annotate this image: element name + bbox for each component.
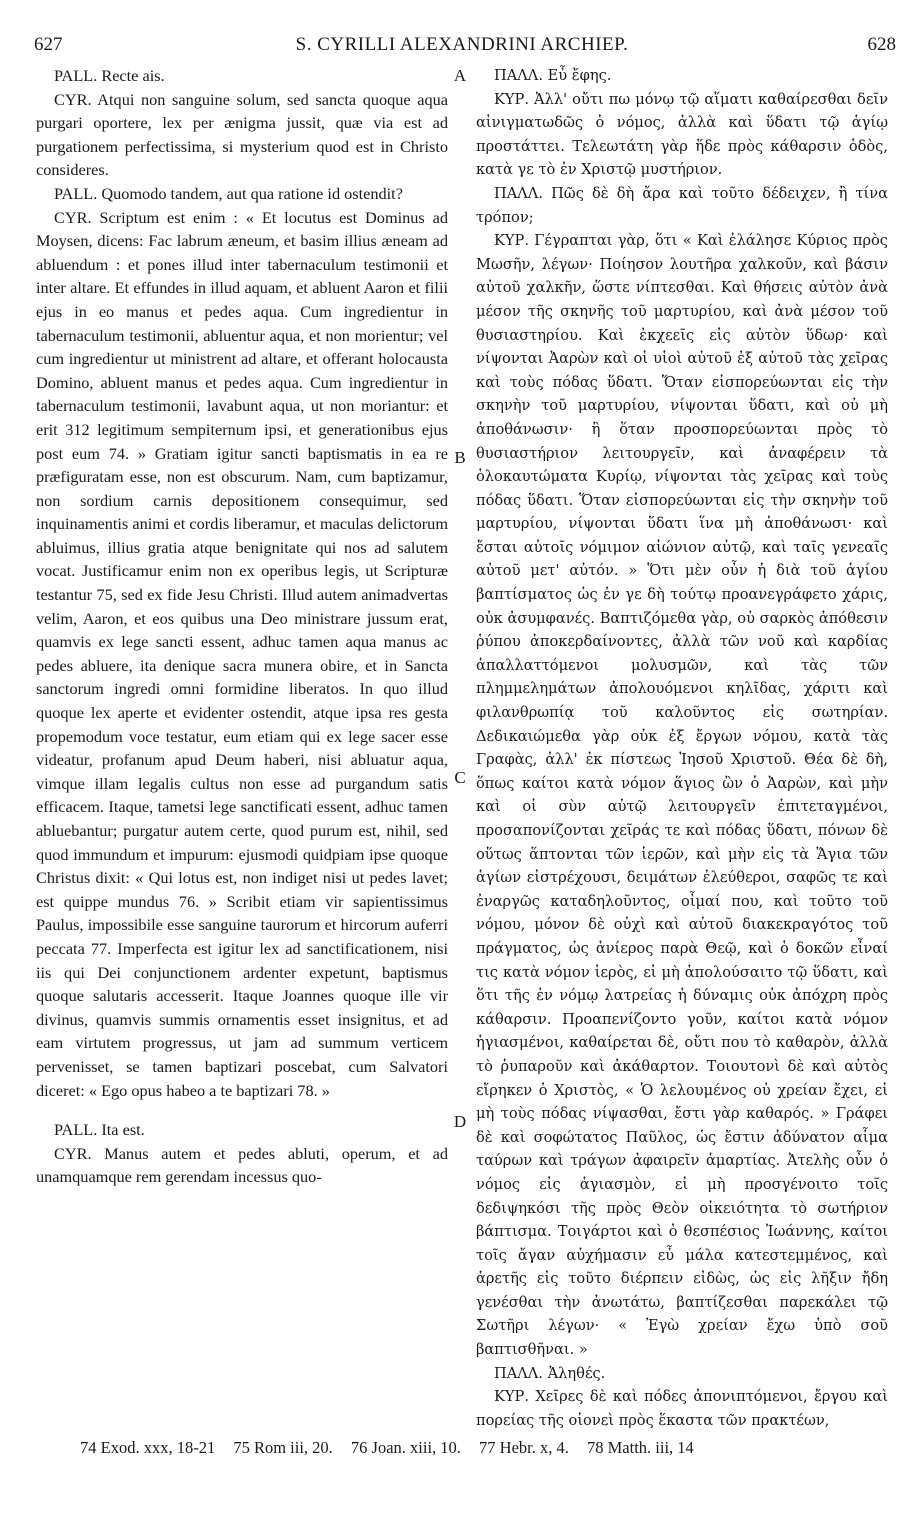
greek-column [476, 64, 888, 1432]
latin-paragraph: PALL. Recte ais. [54, 66, 165, 85]
footnote: 75 Rom iii, 20. [233, 1438, 333, 1457]
latin-paragraph: CYR. Manus autem et pedes abluti, operum, et ad unamquamque rem gerendam incessus quo- [36, 1143, 448, 1187]
greek-paragraph: ΚΥΡ. Χεῖρες δὲ καὶ πόδες ἀπονιπτόμενοι, ἔργου καὶ πορείας τῆς οἱονεὶ πρὸς ἕκαστα τῶν πρακτέων, [476, 1388, 888, 1429]
greek-paragraph: ΚΥΡ. Ἀλλ' οὔτι πω μόνῳ τῷ αἵματι καθαίρεσθαι δεῖν αἰνιγματωδῶς ὁ νόμος, ἀλλὰ καὶ ὕδατι τῷ ἁγίῳ προστάττει. Τελεωτάτη γὰρ ἥδε πρὸς κάθαρσιν ὁδὸς, κατὰ γε τὸ ἐν Χριστῷ μυστήριον. [476, 90, 888, 179]
paragraph-gap [36, 1102, 448, 1118]
footnote: 77 Hebr. x, 4. [479, 1438, 569, 1457]
margin-letter-c: C [454, 768, 466, 787]
greek-paragraph: ΠΑΛΛ. Εὖ ἔφης. [494, 67, 612, 84]
running-title: S. CYRILLI ALEXANDRINI ARCHIEP. [295, 34, 629, 55]
running-header [28, 34, 896, 58]
footnote: 78 Matth. iii, 14 [587, 1438, 694, 1457]
margin-letter-d: D [453, 1112, 467, 1131]
latin-paragraph: CYR. Atqui non sanguine solum, sed sancta quoque aqua purgari oportere, lex per ænigma jussit, quæ via est ad purgationem perfectissima, si mysterium quod est in Christo consideres. [36, 89, 448, 180]
footnote: 74 Exod. xxx, 18-21 [80, 1438, 216, 1457]
footnotes [80, 1438, 900, 1458]
greek-paragraph: ΠΑΛΛ. Πῶς δὲ δὴ ἄρα καὶ τοῦτο δέδειχεν, ἢ τίνα τρόπον; [476, 184, 888, 226]
footnote: 76 Joan. xiii, 10. [350, 1438, 461, 1457]
page-number-left: 627 [34, 34, 63, 55]
latin-paragraph: PALL. Quomodo tandem, aut qua ratione id ostendit? [54, 183, 403, 203]
margin-letter-b: B [454, 448, 466, 467]
latin-column [36, 64, 448, 1189]
margin-letter-a: A [453, 66, 467, 85]
latin-paragraph: CYR. Scriptum est enim : « Et locutus est Dominus ad Moysen, dicens: Fac labrum æneum, et basim illius æneam ad abluendum : et pones illud inter tabernaculum testimonii et inter altare. Et effundes in illud aquam, et abluent Aaron et filii ejus in eo manus et pedes aqua. Cum ingredientur in tabernaculum testimonii, abluentur aqua, et non morientur; vel cum ingredientur ut ministrent ad altare, et offerant holocausta Domino, abluent manus et pedes aqua. Cum ingredientur in tabernaculum testimonii, lavabunt aqua, ut non moriantur: et erit 312 legitimum sempiternum ipsi, et generationibus ejus post eum 74. » Gratiam igitur sancti baptismatis in ea re præfiguratam esse, non est obscurum. Nam, cum baptizamur, non sordium carnis depositionem consequimur, sed inquinamentis animi et cordis liberamur, et maculas delictorum abluimus, illius gratia atque benignitate qui nos ad salutem vocat. Justificamur enim non ex operibus legis, ut Scripturæ testantur 75, sed ex fide Jesu Christi. Illud autem animadvertas velim, Aaron, et eos quibus una Deo ministrare jussum erat, quamvis ex lege sancti essent, adhuc tamen aqua manus ac pedes abluere, ita denique sacra munera obire, et in Sancta sanctorum ingredi omni formidine liberatos. In quo illud quoque lex aperte et evidenter ostendit, atque ipsa res gesta propemodum voce testatur, eum etiam qui ex lege sacer esse videatur, profanum apud Deum haberi, nisi abluatur aqua, vimque illam legalis cultus non esse ad purgandum satis efficacem. Itaque, tametsi lege sanctificati essent, adhuc tamen abluebantur; purgatur autem certe, quod purum est, nihil, sed quod immundum et impurum: ejusmodi quidpiam ipse quoque Christus dixit: « Qui lotus est, non indiget nisi ut pedes lavet; est quippe mundus 76. » Scribit etiam vir sapientissimus Paulus, impossibile esse sanguine taurorum et hircorum auferri peccata 77. Imperfecta est igitur lex ad sanctificationem, nisi iis qui Dei conjunctionem ardenter expetunt, baptismus quoque salutaris accesserit. Itaque Joannes quoque ille vir divinus, quamvis summis ornamentis esset insignitus, et ad eam virtutem progressus, ut jam ad summum verticem pervenisset, se tamen baptizari poscebat, cum Salvatori diceret: « Ego opus habeo a te baptizari 78. » [36, 207, 448, 1100]
latin-paragraph: PALL. Ita est. [54, 1120, 145, 1140]
greek-paragraph: ΚΥΡ. Γέγραπται γὰρ, ὅτι « Καὶ ἐλάλησε Κύριος πρὸς Μωσῆν, λέγων· Ποίησον λουτῆρα χαλκοῦν, καὶ βάσιν αὐτοῦ χαλκῆν, ὥστε νίπτεσθαι. Καὶ θήσεις αὐτὸν ἀνὰ μέσον τῆς σκηνῆς τοῦ μαρτυρίου, καὶ ἀνὰ μέσον τοῦ θυσιαστηρίου. Καὶ ἐκχεεῖς εἰς αὐτὸν ὕδωρ· καὶ νίψονται Ἀαρὼν καὶ οἱ υἱοὶ αὐτοῦ ἐξ αὐτοῦ τὰς χεῖρας καὶ τοὺς πόδας ὕδατι. Ὅταν εἰσπορεύωνται εἰς τὴν σκηνὴν τοῦ μαρτυρίου, νίψονται ὕδατι, καὶ οὐ μὴ ἀποθάνωσιν· ἢ ὅταν προσπορεύωνται πρὸς τὸ θυσιαστήριον λειτουργεῖν, καὶ ἀναφέρειν τὰ ὁλοκαυτώματα Κυρίῳ, νίψονται τὰς χεῖρας καὶ τοὺς πόδας ὕδατι. Ὅταν εἰσπορεύωνται εἰς τὴν σκηνὴν τοῦ μαρτυρίου, νίψονται ὕδατι ἵνα μὴ ἀποθάνωσι· καὶ ἔσται αὐτοῖς νόμιμον αἰώνιον αὐτῷ, καὶ ταῖς γενεαῖς αὐτοῦ μετ' αὐτόν. » Ὅτι μὲν οὖν ἡ διὰ τοῦ ἁγίου βαπτίσματος ὡς ἐν γε δὴ τούτῳ προανεγράφετο χάρις, οὐκ ἀσυμφανές. Βαπτιζόμεθα γὰρ, οὐ σαρκὸς ἀπόθεσιν ῥύπου ἀποκερδαίνοντες, ἀλλὰ τῶν νοῦ καὶ καρδίας ἀπαλλαττόμενοι μολυσμῶν, καὶ τὰς τῶν πλημμελημάτων ἀπολουόμενοι κηλῖδας, χάριτι καὶ φιλανθρωπίᾳ τοῦ καλοῦντος εἰς σωτηρίαν. Δεδικαιώμεθα γὰρ οὐκ ἐξ ἔργων νόμου, κατὰ τὰς Γραφὰς, ἀλλ' ἐκ πίστεως Ἰησοῦ Χριστοῦ. Θέα δὲ δὴ, ὅπως καίτοι κατὰ νόμον ἅγιος ὢν ὁ Ἀαρὼν, καὶ μὴν καὶ οἱ σὺν αὐτῷ λειτουργεῖν ἐπιτεταγμένοι, προσαπονίζονται χεῖράς τε καὶ πόδας ὕδατι, πόνων δὲ οὕτως ἅπτονται τῶν ἱερῶν, καὶ μὴν εἰς τὰ Ἅγια τῶν ἁγίων εἰστρέχουσι, δειμάτων ἐλεύθεροι, σαφῶς τε καὶ ἐναργῶς καταδηλοῦντος, οἶμαί που, καὶ τοῦτο τοῦ νόμου, μόνον δὲ οὐχὶ καὶ αὐτοῦ διακεκραγότος τοῦ πράγματος, ὡς ἀνίερος παρὰ Θεῷ, καὶ ὁ δοκῶν εἶναί τις κατὰ νόμον ἱερὸς, εἰ μὴ ἀπολούσαιτο τῷ ὕδατι, καὶ ὅτι τῆς ἐν νόμῳ λατρείας ἡ δύναμις οὐκ ἀπόχρη πρὸς κάθαρσιν. Προαπενίζοντο γοῦν, καίτοι κατὰ νόμον ἡγιασμένοι, καθαίρεται δὲ, οὔτι που τὸ καθαρὸν, ἀλλὰ τὸ ῥυπαροῦν καὶ ἀκάθαρτον. Τοιουτονὶ δὲ καὶ αὐτὸς εἴρηκεν ὁ Χριστὸς, « Ὁ λελουμένος οὐ χρείαν ἔχει, εἰ μὴ τοὺς πόδας νίψασθαι, ἔστι γὰρ καθαρός. » Γράφει δὲ καὶ σοφώτατος Παῦλος, ὡς ἔστιν ἀδύνατον αἷμα ταύρων καὶ τράγων ἀφαιρεῖν ἁμαρτίας. Ἀτελὴς οὖν ὁ νόμος εἰς ἁγιασμὸν, εἰ μὴ προσγένοιτο τοῖς δεδιψηκόσι τῆς πρὸς Θεὸν οἰκειότητα τὸ σωτήριον βάπτισμα. Τοιγάρτοι καὶ ὁ θεσπέσιος Ἰωάννης, καίτοι τοῖς ἄγαν αὐχήμασιν εὖ μάλα κατεστεμμένος, καὶ ἀρετῆς εἰς τοῦτο διέρπειν εἰδὼς, ὡς εἰς λῆξιν ἤδη γενέσθαι τὴν ἀνωτάτω, βαπτίζεσθαι παρεκάλει τῷ Σωτῆρι λέγων· « Ἐγὼ χρείαν ἔχω ὑπὸ σοῦ βαπτισθῆναι. » [476, 232, 888, 1359]
page-number-right: 628 [867, 34, 896, 55]
greek-paragraph: ΠΑΛΛ. Ἀληθές. [494, 1364, 606, 1382]
